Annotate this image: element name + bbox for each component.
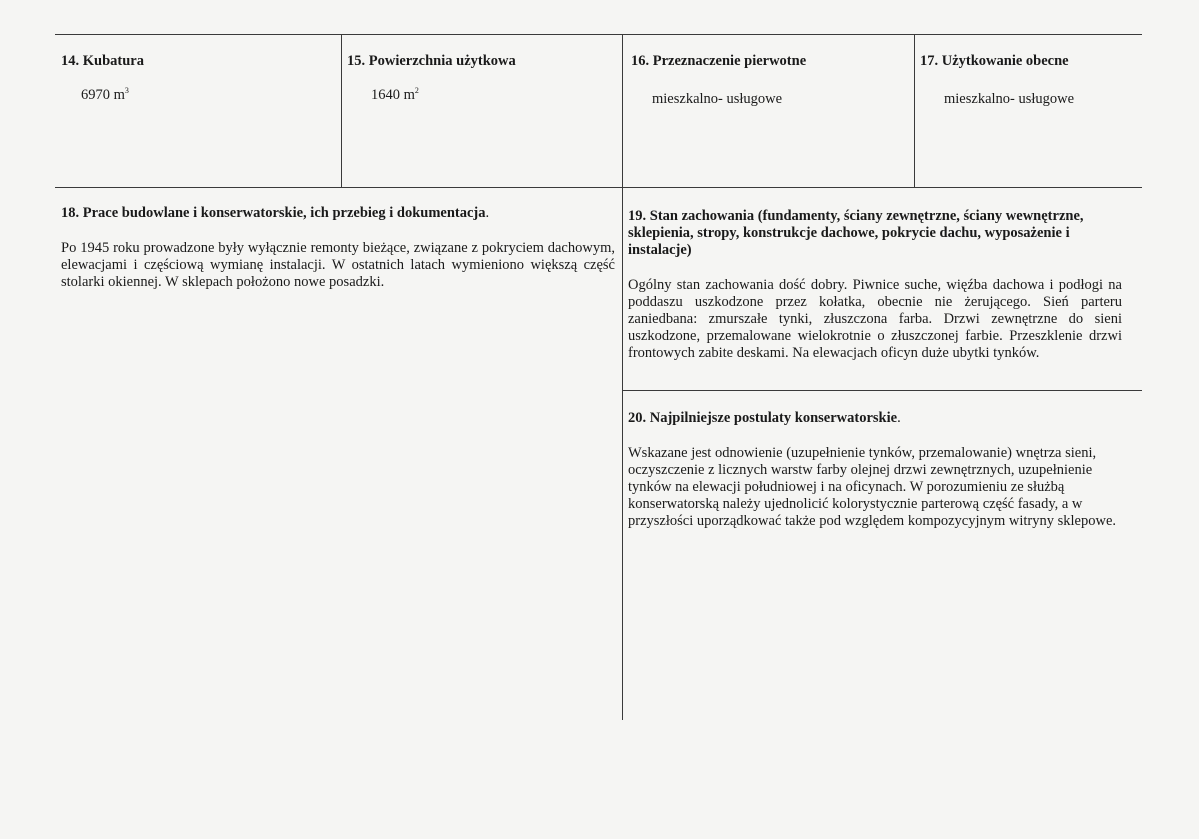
section-14-heading: 14. Kubatura xyxy=(61,53,144,69)
col-divider-2 xyxy=(622,34,623,720)
section-20-body: Wskazane jest odnowienie (uzupełnienie tynków, przemalowanie) wnętrza sieni, oczyszczenie z licznych warstw farby olejnej drzwi zewnętrznych, uzupełnienie tynków na elewacji południowej i na oficynach. W porozumieniu ze służbą konserwatorską należy ujednolicić kolorystycznie parterową część fasady, a w przyszłości uporządkować także pod względem kompozycyjnym witryny sklepowe. xyxy=(628,445,1117,529)
row-divider-1 xyxy=(55,187,1142,188)
section-14-value: 6970 $m^3$ xyxy=(81,86,129,103)
section-16-przeznaczenie xyxy=(631,53,907,108)
section-15-heading: 15. Powierzchnia użytkowa xyxy=(347,53,516,69)
section-19-heading: 19. Stan zachowania (fundamenty, ściany zewnętrzne, ściany wewnętrzne, sklepienia, stropy, konstrukcje dachowe, pokrycie dachu, wyposażenie i instalacje) xyxy=(628,208,1084,258)
col-divider-1 xyxy=(341,34,342,187)
section-18-prace xyxy=(61,205,615,291)
section-19-stan xyxy=(628,208,1122,362)
section-20-heading: 20. Najpilniejsze postulaty konserwatorskie. xyxy=(628,410,901,426)
section-18-heading: 18. Prace budowlane i konserwatorskie, ich przebieg i dokumentacja. xyxy=(61,205,490,221)
section-16-heading: 16. Przeznaczenie pierwotne xyxy=(631,53,807,69)
section-17-value: mieszkalno- usługowe xyxy=(944,91,1075,107)
col-divider-3 xyxy=(914,34,915,187)
row-divider-right xyxy=(622,390,1142,391)
top-rule xyxy=(55,34,1142,35)
section-18-body: Po 1945 roku prowadzone były wyłącznie remonty bieżące, związane z pokryciem dachowym, elewacjami i częściową wymianę instalacji. W ostatnich latach wymieniono większą część stolarki okiennej. W sklepach położono nowe posadzki. xyxy=(61,240,615,290)
section-15-value: 1640 $m^2$ xyxy=(371,86,419,103)
section-15-powierzchnia xyxy=(347,53,615,104)
section-20-postulaty xyxy=(628,410,1122,530)
section-16-value: mieszkalno- usługowe xyxy=(652,91,783,107)
section-19-body: Ogólny stan zachowania dość dobry. Piwnice suche, więźba dachowa i podłogi na poddaszu uszkodzone przez kołatka, obecnie nie żerującego. Sień parteru zaniedbana: zmurszałe tynki, złuszczona farba. Drzwi zewnętrzne do sieni uszkodzone, przemalowane wielokrotnie o złuszczonej farbie. Przeszklenie drzwi frontowych zabite deskami. Na elewacjach oficyn duże ubytki tynków. xyxy=(628,277,1122,361)
section-17-heading: 17. Użytkowanie obecne xyxy=(920,53,1069,69)
section-17-uzytkowanie xyxy=(920,53,1140,108)
section-14-kubatura xyxy=(61,53,333,104)
